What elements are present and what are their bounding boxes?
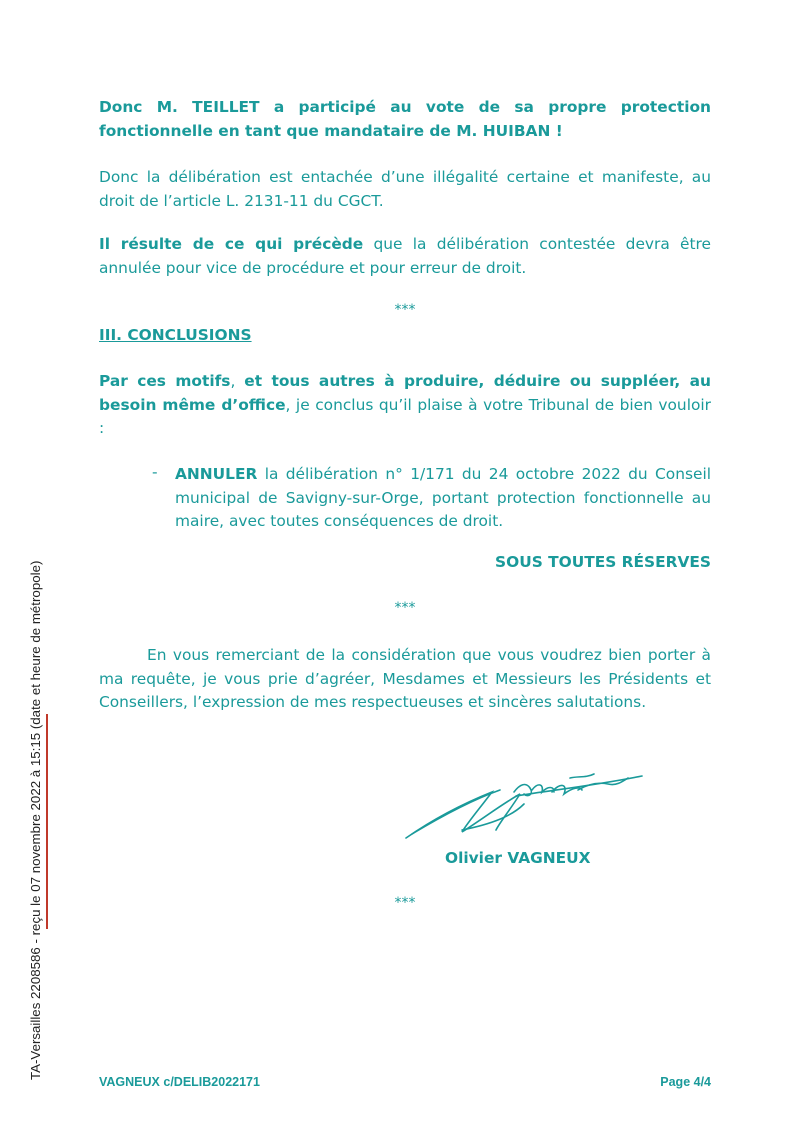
paragraph-resulte-rest: que la délibération contestée devra être annulée pour vice de procédure et pour erreur de droit. — [99, 235, 712, 277]
footer-reference: VAGNEUX c/DELIB2022171 — [99, 1075, 260, 1089]
paragraph-closing: En vous remerciant de la considération que vous voudrez bien porter à ma requête, je vous prie d’agréer, Mesdames et Messieurs les Présidents et Conseillers, l’expression de mes respectueuses et sincères salutations. — [99, 646, 711, 711]
paragraph-teillet: Donc M. TEILLET a participé au vote de sa propre protection fonctionnelle en tant que mandataire de M. HUIBAN ! — [99, 98, 711, 140]
motifs-bold-2: et tous autres à produire, déduire ou suppléer, au besoin même d’office — [99, 372, 711, 414]
footer-page-number: Page 4/4 — [660, 1075, 711, 1089]
bullet-dash: - — [152, 463, 158, 481]
bullet-annuler-rest: la délibération n° 1/171 du 24 octobre 2022 du Conseil municipal de Savigny-sur-Orge, portant protection fonctionnelle au maire, avec toutes conséquences de droit. — [175, 465, 711, 530]
paragraph-resulte — [99, 233, 711, 280]
reserves-line: SOUS TOUTES RÉSERVES — [495, 553, 711, 571]
motifs-rest: , je conclus qu’il plaise à votre Tribunal de bien vouloir : — [99, 395, 711, 437]
signatory-name: Olivier VAGNEUX — [445, 849, 591, 867]
bullet-annuler-bold: ANNULER — [175, 465, 258, 483]
paragraph-motifs — [99, 370, 711, 441]
motifs-comma: , — [230, 372, 245, 390]
side-stamp: TA-Versailles 2208586 - reçu le 07 novembre 2022 à 15:15 (date et heure de métropole) — [28, 560, 43, 1080]
separator-stars-3: *** — [394, 895, 416, 911]
separator-stars: *** — [394, 302, 416, 318]
paragraph-illegalite: Donc la délibération est entachée d’une illégalité certaine et manifeste, au droit de l’article L. 2131-11 du CGCT. — [99, 168, 711, 210]
bullet-annuler — [175, 463, 711, 534]
motifs-bold-1: Par ces motifs — [99, 372, 231, 390]
paragraph-resulte-bold: Il résulte de ce qui précède — [99, 235, 364, 253]
signature-image — [402, 764, 652, 844]
section-heading: III. CONCLUSIONS — [99, 326, 252, 344]
separator-stars-2: *** — [394, 600, 416, 616]
